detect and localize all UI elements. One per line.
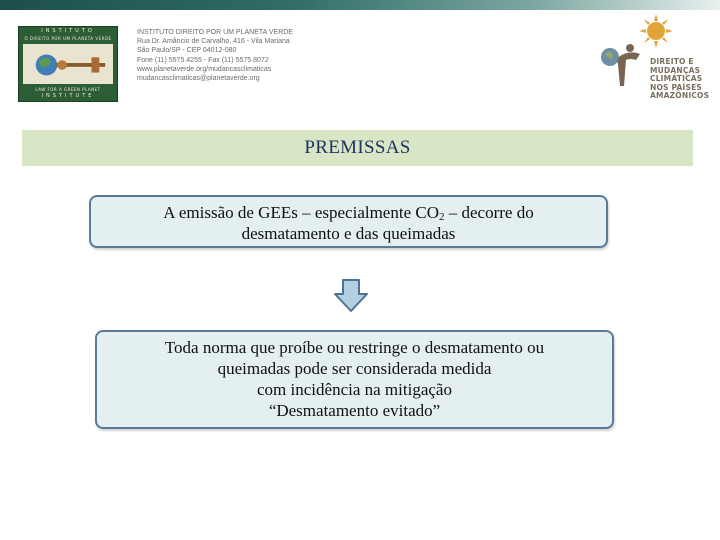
contact-line: Rua Dr. Amâncio de Carvalho, 416 - Vila Mariana: [137, 38, 290, 46]
logo-band-bottom: INSTITUTE: [41, 93, 95, 99]
premise-line: com incidência na mitigação: [257, 380, 452, 399]
premise-text: – decorre do: [444, 203, 534, 222]
scale-globe-icon: [23, 44, 113, 84]
logo-title: [650, 58, 712, 101]
logo-band-top: INSTITUTO: [41, 28, 95, 34]
premise-line: queimadas pode ser considerada medida: [217, 359, 492, 378]
logo-title-line: NOS PAÍSES: [650, 82, 702, 92]
logo-band-bottom-subtitle: LAW FOR A GREEN PLANET: [35, 87, 101, 92]
down-arrow-icon: [333, 279, 369, 313]
premise-line: desmatamento e das queimadas: [241, 224, 456, 243]
contact-line: Fone (11) 5575.4255 - Fax (11) 5575.8072: [137, 56, 269, 64]
logo-emblem: [23, 44, 113, 84]
climate-project-logo: [598, 14, 710, 108]
logo-title-line: CLIMÁTICAS: [650, 74, 703, 84]
logo-band-top-subtitle: O DIREITO POR UM PLANETA VERDE: [24, 36, 112, 41]
premise-line: Toda norma que proíbe ou restringe o desmatamento ou: [164, 338, 545, 357]
top-gradient-bar: [0, 0, 720, 10]
contact-line: www.planetaverde.org/mudancasclimaticas: [137, 65, 272, 73]
contact-line: São Paulo/SP - CEP 04012-080: [137, 47, 237, 55]
logo-title-line: MUDANÇAS: [650, 65, 701, 75]
logo-title-line: AMAZÔNICOS: [650, 91, 710, 101]
section-header: [22, 130, 693, 166]
premise-box-emissions: [89, 195, 608, 248]
contact-line: INSTITUTO DIREITO POR UM PLANETA VERDE: [137, 29, 293, 36]
premise-line: [91, 202, 606, 223]
contact-line: mudancasclimaticas@planetaverde.org: [137, 75, 260, 83]
institute-logo: [18, 26, 118, 102]
co2-subscript: 2: [439, 211, 445, 223]
section-title: PREMISSAS: [304, 137, 411, 158]
premise-box-norms: [95, 330, 614, 429]
institute-contact-info: [137, 28, 317, 83]
premise-line: “Desmatamento evitado”: [268, 401, 441, 420]
premise-text: A emissão de GEEs – especialmente CO: [163, 203, 439, 222]
logo-title-line: DIREITO E: [650, 57, 694, 66]
